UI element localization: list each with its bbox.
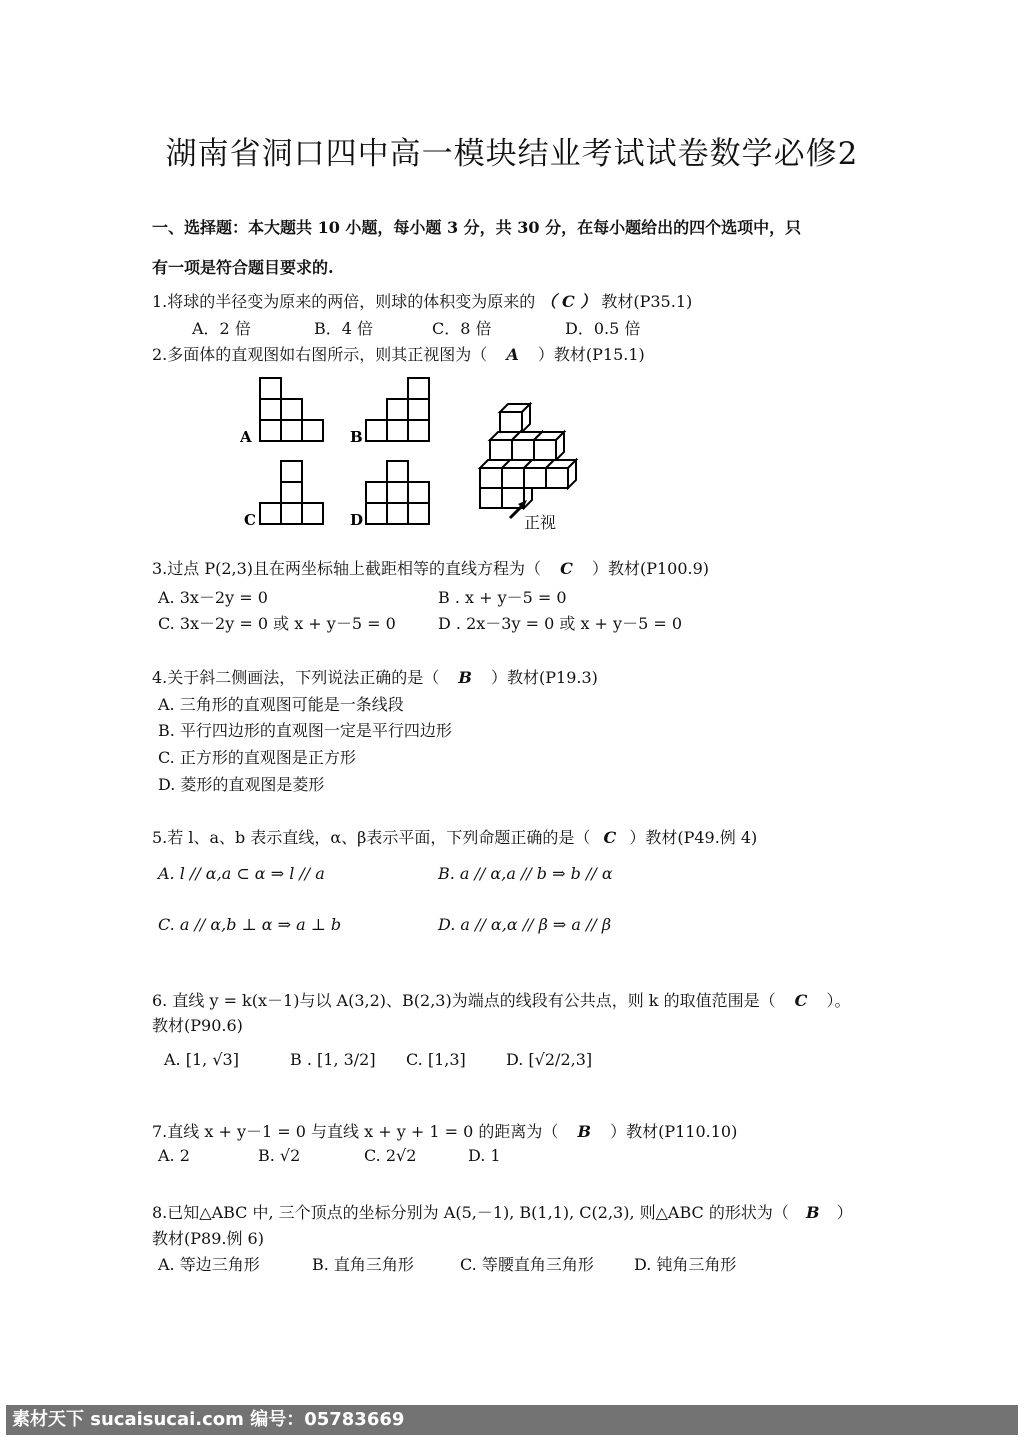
q5-option-b: B. a // α,a // b ⇒ b // α (438, 864, 613, 883)
q8-answer: B (805, 1203, 820, 1222)
q2-figure-c (240, 457, 332, 529)
q2-ref: ）教材(P15.1) (537, 345, 645, 364)
q2-line (152, 342, 645, 365)
q6-option-a: A. [1, √3] (164, 1050, 239, 1069)
q4-option-b: B. 平行四边形的直观图一定是平行四边形 (158, 721, 452, 740)
q7-option-a: A. 2 (158, 1146, 190, 1165)
q6-tail: ）。 (826, 991, 851, 1010)
q1-stem: 1.将球的半径变为原来的两倍，则球的体积变为原来的 (152, 292, 536, 311)
q5-line (152, 825, 757, 848)
q8-option-b: B. 直角三角形 (312, 1255, 414, 1274)
page-title: 湖南省洞口四中高一模块结业考试试卷数学必修2 (165, 136, 859, 172)
q8-option-c: C. 等腰直角三角形 (460, 1255, 594, 1274)
q7-option-c: C. 2√2 (364, 1146, 417, 1165)
watermark-banner: 素材天下 sucaisucai.com 编号：05783669 (6, 1405, 1018, 1435)
q6-option-d: D. [√2/2,3] (506, 1050, 593, 1069)
q7-answer: B (577, 1122, 591, 1141)
q2-label-b: B (350, 428, 363, 444)
q5-option-c: C. a // α,b ⊥ α ⇒ a ⊥ b (158, 915, 342, 934)
q8-ref: 教材(P89.例 6) (152, 1229, 264, 1248)
q2-label-c: C (244, 511, 256, 529)
q4-answer: B (458, 668, 472, 687)
q6-option-b: B . [1, 3/2] (290, 1050, 376, 1069)
q3-line (152, 556, 709, 579)
q3-option-d: D . 2x－3y = 0 或 x + y－5 = 0 (438, 614, 683, 633)
q4-stem: 4.关于斜二侧画法，下列说法正确的是（ (152, 668, 440, 687)
q1-option-d: D．0.5 倍 (565, 319, 641, 338)
q5-stem: 5.若 l、a、b 表示直线，α、β表示平面，下列命题正确的是（ (152, 828, 591, 847)
q8-line (152, 1200, 853, 1223)
q2-label-d: D (350, 511, 364, 529)
q1-option-b: B．4 倍 (314, 319, 374, 338)
q1-line (152, 289, 692, 312)
q2-figure-d (350, 457, 440, 529)
q1-option-a: A．2 倍 (192, 319, 251, 338)
q8-option-d: D. 钝角三角形 (634, 1255, 737, 1274)
q2-label-a: A (240, 428, 252, 444)
q7-ref: ）教材(P110.10) (610, 1122, 738, 1141)
q2-stem: 2.多面体的直观图如右图所示，则其正视图为（ (152, 345, 488, 364)
q7-option-d: D. 1 (468, 1146, 501, 1165)
q4-option-d: D. 菱形的直观图是菱形 (158, 775, 325, 794)
q5-option-d: D. a // α,α // β ⇒ a // β (438, 915, 612, 934)
q5-answer: C (603, 828, 617, 847)
q2-view-label: 正视 (524, 513, 557, 532)
q5-ref: ）教材(P49.例 4) (629, 828, 758, 847)
section-heading-line2: 有一项是符合题目要求的. (152, 258, 334, 277)
q8-tail: ） (836, 1203, 853, 1222)
q8-stem: 8.已知△ABC 中, 三个顶点的坐标分别为 A(5,－1), B(1,1), C(2,3), 则△ABC 的形状为（ (152, 1203, 789, 1222)
q3-option-a: A. 3x－2y = 0 (158, 588, 268, 607)
q1-ref: 教材(P35.1) (601, 292, 693, 311)
q3-ref: ）教材(P100.9) (591, 559, 710, 578)
q2-answer: A (506, 345, 519, 364)
q7-stem: 7.直线 x + y－1 = 0 与直线 x + y + 1 = 0 的距离为（ (152, 1122, 559, 1141)
q4-ref: ）教材(P19.3) (491, 668, 598, 687)
q6-option-c: C. [1,3] (406, 1050, 466, 1069)
q8-option-a: A. 等边三角形 (158, 1255, 260, 1274)
q6-stem: 6. 直线 y = k(x－1)与以 A(3,2)、B(2,3)为端点的线段有公共点，则 k 的取值范围是（ (152, 991, 776, 1010)
q6-ref: 教材(P90.6) (152, 1016, 243, 1035)
q1-answer: （ C ） (540, 292, 597, 311)
q3-answer: C (560, 559, 573, 578)
q7-option-b: B. √2 (258, 1146, 301, 1165)
q6-line (152, 988, 851, 1011)
q3-stem: 3.过点 P(2,3)且在两坐标轴上截距相等的直线方程为（ (152, 559, 542, 578)
q2-figure-a (240, 374, 332, 444)
q4-option-a: A. 三角形的直观图可能是一条线段 (158, 695, 404, 714)
q1-option-c: C．8 倍 (432, 319, 492, 338)
q4-line (152, 665, 598, 688)
section-heading-line1: 一、选择题：本大题共 10 小题，每小题 3 分，共 30 分，在每小题给出的四个选项中，只 (152, 218, 802, 237)
q4-option-c: C. 正方形的直观图是正方形 (158, 748, 356, 767)
q3-option-c: C. 3x－2y = 0 或 x + y－5 = 0 (158, 614, 396, 633)
q3-option-b: B . x + y－5 = 0 (438, 588, 567, 607)
q7-line (152, 1119, 737, 1142)
q2-figure-b (350, 374, 440, 444)
q5-option-a: A. l // α,a ⊂ α ⇒ l // a (158, 864, 325, 883)
q6-answer: C (794, 991, 808, 1010)
